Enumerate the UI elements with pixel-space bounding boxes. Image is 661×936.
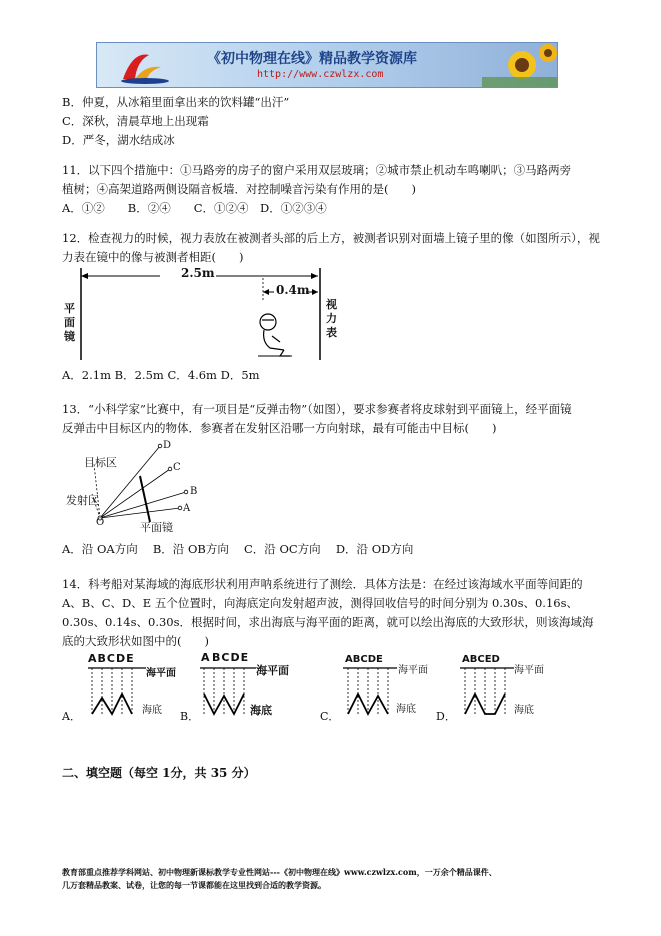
fig14-a-seabed-graph xyxy=(88,664,148,724)
footer-line-1: 教育部重点推荐学科网站、初中物理新课标教学专业性网站---《初中物理在线》www.czwlzx.com，一万余个精品课件、 xyxy=(62,867,497,877)
fig14-b-sea-bed: 海底 xyxy=(250,704,272,717)
option-b-line: B．仲夏，从冰箱里面拿出来的饮料罐“出汗” xyxy=(62,95,290,109)
point-d-label: D xyxy=(163,440,172,451)
q12-line-2: 力表在镜中的像与被测者相距( ) xyxy=(62,250,244,264)
fig14-b-seabed-graph xyxy=(200,664,260,724)
fig14-d-sea-bed: 海底 xyxy=(514,705,534,716)
mirror-vertical-label: 平 面 镜 xyxy=(64,302,75,343)
q11-options: A．①② B．②④ C．①②④ D．①②③④ xyxy=(62,201,327,215)
section-two-heading: 二、填空题（每空 1分，共 35 分） xyxy=(62,766,256,780)
sunflower-icon xyxy=(482,43,557,87)
fig14-option-d-letter: D． xyxy=(436,710,456,723)
fig14-d-sea-level: 海平面 xyxy=(514,665,544,676)
point-o-label: O xyxy=(96,517,105,528)
fig14-a-sea-bed: 海底 xyxy=(142,705,162,716)
launch-zone-label: 发射区 xyxy=(66,494,99,507)
fig14-a-positions: ABCDE xyxy=(88,652,135,665)
fig14-option-c-letter: C． xyxy=(320,710,340,723)
fig14-a-sea-level: 海平面 xyxy=(146,668,176,679)
q11-line-1: 11．以下四个措施中：①马路旁的房子的窗户采用双层玻璃；②城市禁止机动车鸣喇叭；③马路两旁 xyxy=(62,163,572,177)
q13-line-2: 反弹击中目标区内的物体．参赛者在发射区沿哪一方向射球，最有可能击中目标( ) xyxy=(62,421,497,435)
q13-line-1: 13．“小科学家”比赛中，有一项目是“反弹击物”（如图），要求参赛者将皮球射到平面镜上，经平面镜 xyxy=(62,402,572,416)
point-b-label: B xyxy=(190,486,198,497)
fig14-d-seabed-graph xyxy=(460,664,520,724)
fig14-option-b-letter: B． xyxy=(180,710,200,723)
header-banner xyxy=(96,42,558,88)
point-a-label: A xyxy=(183,503,191,514)
fig14-c-sea-level: 海平面 xyxy=(398,665,428,676)
q14-line-1: 14．科考船对某海域的海底形状利用声呐系统进行了测绘．具体方法是：在经过该海域水平面等间距的 xyxy=(62,577,583,591)
total-distance-label: 2.5m xyxy=(181,266,215,280)
q14-line-3: 0.30s、0.14s、0.30s．根据时间，求出海底与海平面的距离，就可以绘出海底的大致形状，则该海域海 xyxy=(62,615,594,629)
q12-options: A．2.1m B．2.5m C．4.6m D．5m xyxy=(62,368,260,382)
person-icon xyxy=(258,314,292,356)
target-zone-label: 目标区 xyxy=(84,456,117,469)
fig14-b-sea-level: 海平面 xyxy=(256,664,289,677)
site-logo-icon xyxy=(115,45,175,85)
fig14-c-seabed-graph xyxy=(343,664,403,724)
fig14-b-extra: A xyxy=(201,651,210,664)
q14-line-2: A、B、C、D、E 五个位置时，向海底定向发射超声波，测得回收信号的时间分别为 0.30s、0.16s、 xyxy=(62,596,578,610)
fig14-option-a-letter: A． xyxy=(62,710,81,723)
option-d-line: D．严冬，湖水结成冰 xyxy=(62,133,175,147)
q13-options: A．沿 OA方向 B．沿 OB方向 C．沿 OC方向 D．沿 OD方向 xyxy=(62,542,414,556)
eye-chart-vertical-label: 视 力 表 xyxy=(326,298,337,339)
q11-line-2: 植树；④高架道路两侧设隔音板墙．对控制噪音污染有作用的是( ) xyxy=(62,182,416,196)
point-c-label: C xyxy=(173,462,181,473)
banner-title: 《初中物理在线》精品教学资源库 xyxy=(207,51,417,67)
small-distance-label: 0.4m xyxy=(276,283,310,297)
mirror-label: 平面镜 xyxy=(140,521,173,534)
footer-line-2: 几万套精品教案、试卷，让您的每一节课都能在这里找到合适的教学资源。 xyxy=(62,880,326,890)
banner-url: http://www.czwlzx.com xyxy=(257,69,384,80)
option-c-line: C．深秋，清晨草地上出现霜 xyxy=(62,114,209,128)
fig14-d-positions: ABCED xyxy=(462,654,500,665)
fig14-c-sea-bed: 海底 xyxy=(396,704,416,715)
q14-line-4: 底的大致形状如图中的( ) xyxy=(62,634,209,648)
fig14-c-positions: ABCDE xyxy=(345,654,383,665)
q12-line-1: 12．检查视力的时候，视力表放在被测者头部的后上方，被测者识别对面墙上镜子里的像（如图所示），视 xyxy=(62,231,600,245)
fig14-b-positions: BCDE xyxy=(212,651,250,664)
